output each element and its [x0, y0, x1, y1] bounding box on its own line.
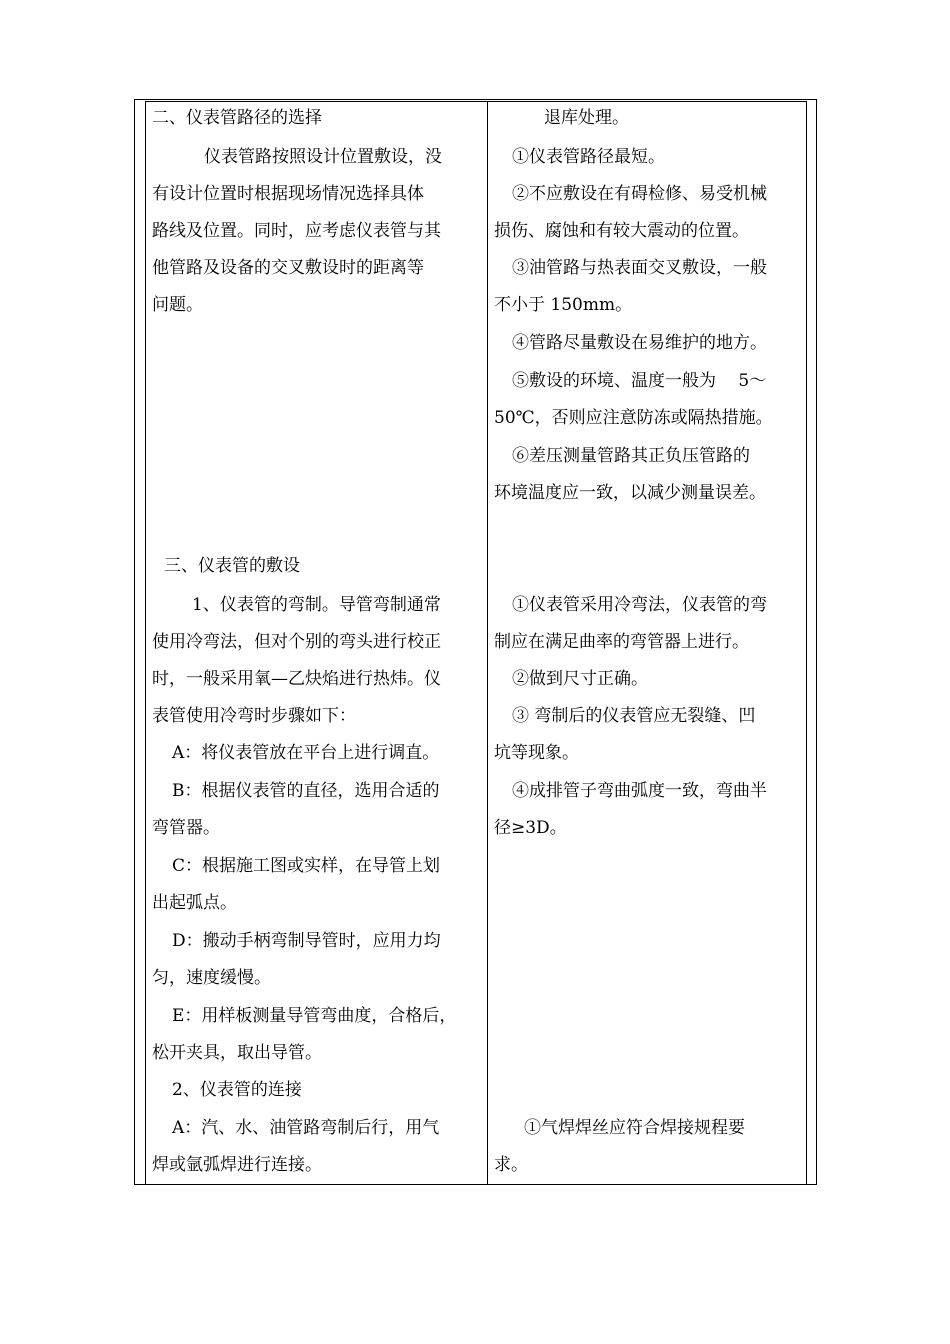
right-column-line: 径≥3D。	[494, 818, 567, 838]
left-column-line: 时，一般采用氧—乙炔焰进行热炜。仪	[152, 669, 441, 689]
left-column-line: 仪表管路按照设计位置敷设，没	[204, 147, 442, 167]
right-column-line: 50℃，否则应注意防冻或隔热措施。	[494, 408, 773, 428]
left-column-line: 匀，速度缓慢。	[152, 968, 271, 988]
right-column-line: ②做到尺寸正确。	[512, 669, 648, 689]
table-border-left-inner	[145, 101, 146, 1184]
right-column-line: ③ 弯制后的仪表管应无裂缝、凹	[512, 706, 756, 726]
right-column-line: 制应在满足曲率的弯管器上进行。	[494, 632, 749, 652]
right-column-line: ①仪表管采用冷弯法，仪表管的弯	[512, 595, 767, 615]
left-column-line: C：根据施工图或实样，在导管上划	[172, 856, 441, 876]
right-column-line: ⑤敷设的环境、温度一般为 5～	[512, 371, 767, 391]
left-column-line: 路线及位置。同时，应考虑仪表管与其	[152, 221, 441, 241]
table-border-top-inner	[145, 101, 806, 102]
right-column-line: ①仪表管路径最短。	[512, 147, 665, 167]
left-column-line: A：将仪表管放在平台上进行调直。	[172, 743, 440, 763]
left-column-line: 出起弧点。	[152, 893, 237, 913]
column-divider	[487, 101, 488, 1184]
left-column-line: E：用样板测量导管弯曲度，合格后，	[172, 1006, 457, 1026]
left-column-line: 表管使用冷弯时步骤如下：	[152, 706, 356, 726]
right-column-line: ④成排管子弯曲弧度一致，弯曲半	[512, 781, 767, 801]
left-column-line: 二、仪表管路径的选择	[152, 108, 322, 128]
left-column-line: 焊或氩弧焊进行连接。	[152, 1155, 322, 1175]
left-column-line: 松开夹具，取出导管。	[152, 1043, 322, 1063]
right-column-line: ②不应敷设在有碍检修、易受机械	[512, 184, 767, 204]
left-column-line: 1、仪表管的弯制。导管弯制通常	[192, 595, 441, 615]
right-column-line: 环境温度应一致，以减少测量误差。	[494, 483, 766, 503]
right-column-line: 损伤、腐蚀和有较大震动的位置。	[494, 221, 749, 241]
left-column-line: 问题。	[152, 295, 203, 315]
left-column-line: 弯管器。	[152, 818, 220, 838]
left-column-line: 三、仪表管的敷设	[164, 556, 300, 576]
right-column-line: 退库处理。	[544, 108, 629, 128]
right-column-line: ①气焊焊丝应符合焊接规程要	[524, 1118, 745, 1138]
right-column-line: ④管路尽量敷设在易维护的地方。	[512, 333, 767, 353]
table-border-right-inner	[806, 101, 807, 1184]
right-column-line: 求。	[494, 1155, 528, 1175]
right-column-line: ⑥差压测量管路其正负压管路的	[512, 446, 750, 466]
left-column-line: 他管路及设备的交叉敷设时的距离等	[152, 258, 424, 278]
left-column-line: A：汽、水、油管路弯制后行，用气	[172, 1118, 440, 1138]
right-column-line: 不小于 150mm。	[494, 295, 633, 315]
left-column-line: D：搬动手柄弯制导管时，应用力均	[172, 931, 441, 951]
left-column-line: B：根据仪表管的直径，选用合适的	[172, 781, 440, 801]
right-column-line: ③油管路与热表面交叉敷设，一般	[512, 258, 767, 278]
right-column-line: 坑等现象。	[494, 743, 579, 763]
left-column-line: 2、仪表管的连接	[172, 1080, 302, 1100]
left-column-line: 有设计位置时根据现场情况选择具体	[152, 184, 424, 204]
left-column-line: 使用冷弯法，但对个别的弯头进行校正	[152, 632, 441, 652]
